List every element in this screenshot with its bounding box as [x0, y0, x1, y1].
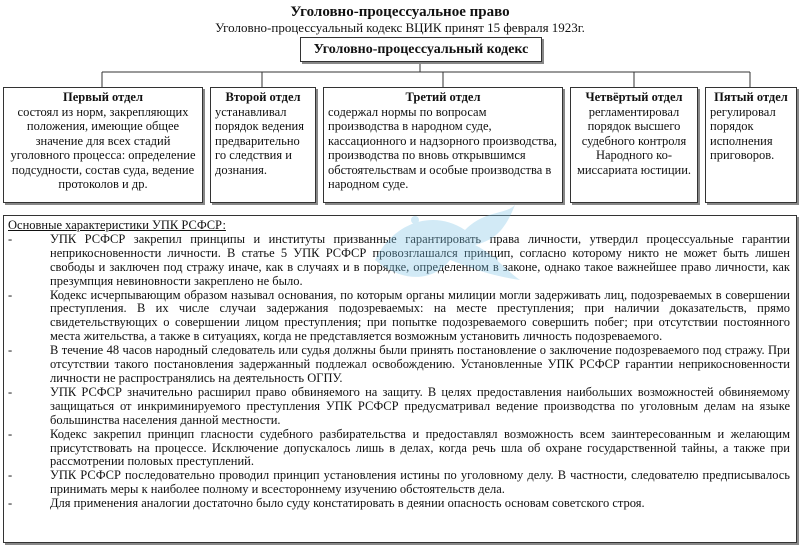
- dept-title: Четвёртый отдел: [585, 90, 683, 104]
- dept-text: устанавливал порядок ведения предварительно го следствия и дознания.: [215, 104, 304, 177]
- list-item-text: Кодекс закрепил принцип гласности судебного разбирательства и предоставлял возможность всем заинтересованным и желающим присутствовать на процессе. Исключение допускалось лишь в делах, когда речь шла об охране государственной тайны, а также при рассмотрении половых преступлений.: [50, 426, 790, 469]
- list-item: [8, 386, 790, 428]
- dept-box-third: [323, 87, 563, 203]
- page-subtitle: Уголовно-процессуальный кодекс ВЦИК принят 15 февраля 1923г.: [215, 20, 585, 35]
- dash-marker: -: [8, 343, 13, 358]
- dept-box-fourth: [570, 87, 698, 203]
- dept-box-second: [210, 87, 316, 203]
- dash-marker: -: [8, 468, 13, 483]
- list-item-text: В течение 48 часов народный следователь или судья должны были принять постановление о заключение подозреваемого под стражу. При отсутствии такого постановления задержанный подлежал освобождению. Установленные УПК РСФСР гарантии неприкосновенности личности не распространялись на деятельность ОГПУ.: [50, 343, 790, 385]
- dash-marker: -: [8, 287, 13, 302]
- list-item: [8, 469, 790, 497]
- dept-title: Первый отдел: [62, 90, 143, 104]
- list-item-text: УПК РСФСР последовательно проводил принцип установления истины по уголовному делу. В частности, следователю предписывалось принимать меры к наиболее полному и всестороннему изучению обстоятельств дела.: [50, 468, 790, 497]
- dept-title: Третий отдел: [405, 90, 481, 104]
- dept-text: регламентировал порядок высшего судебного контроля Народного ко- миссариата юстиции.: [576, 104, 692, 177]
- dash-marker: -: [8, 231, 13, 246]
- dash-marker: -: [8, 496, 13, 511]
- dept-box-fifth: [705, 87, 797, 203]
- dept-box-first: [3, 87, 203, 203]
- list-item-text: Для применения аналогии достаточно было суду констатировать в деянии опасность основам советского строя.: [50, 496, 645, 511]
- characteristics-box: [3, 215, 797, 543]
- dept-title: Второй отдел: [225, 90, 301, 104]
- code-box: Уголовно-процессуальный кодекс: [300, 37, 542, 62]
- list-item: [8, 497, 790, 511]
- list-item-text: УПК РСФСР закрепил принципы и институты призванные гарантировать права личности, утвердил процессуальные гарантии неприкосновенности личности. В статье 5 УПК РСФСР провозглашался принцип, согласно которому никто не может быть лишен свободы и заключен под стражу иначе, как в случаях и в порядке, определенном в законе, однако такое важнейшее право личности, как презумпция невиновности закреплено не было.: [50, 231, 790, 288]
- list-item: [8, 233, 790, 289]
- list-item: [8, 344, 790, 386]
- page-title: Уголовно-процессуальное право: [290, 4, 510, 20]
- dept-text: состоял из норм, закрепляющих положения, имеющие общее значение для всех стадий уголовного процесса: определение подсудности, состав суда, ведение протоколов и др.: [10, 104, 196, 191]
- dept-text: регулировал порядок исполнения приговоров.: [710, 104, 776, 162]
- dash-marker: -: [8, 426, 13, 441]
- list-item: [8, 289, 790, 345]
- list-item-text: УПК РСФСР значительно расширил право обвиняемого на защиту. В целях предоставления наибольших возможностей обвиняемому защищаться от инкриминируемого преступления УПК РСФСР предусматривал ведение производства по уголовным делам на языке большинства населения данной местности.: [50, 384, 790, 427]
- list-item-text: Кодекс исчерпывающим образом называл основания, по которым органы милиции могли задерживать лиц, подозреваемых в совершении преступления. В их числе случаи задержания подозреваемых: на месте преступления; при наличии доказательств, прямо свидетельствующих о совершении лицом преступления; при попытке подозреваемого совершить побег; при отсутствии постоянного места жительства, а также в ситуациях, когда не представляется возможным установить личность подозреваемого.: [50, 287, 790, 344]
- dept-title: Пятый отдел: [714, 90, 788, 104]
- characteristics-heading: Основные характеристики УПК РСФСР:: [8, 218, 226, 232]
- dash-marker: -: [8, 384, 13, 399]
- list-item: [8, 428, 790, 470]
- characteristics-list: [8, 233, 790, 511]
- dept-text: содержал нормы по вопросам производства в народном суде, кассационного и надзорного производства, производства по вновь открывшимся обстоятельствам и особые производства в народном суде.: [328, 104, 558, 191]
